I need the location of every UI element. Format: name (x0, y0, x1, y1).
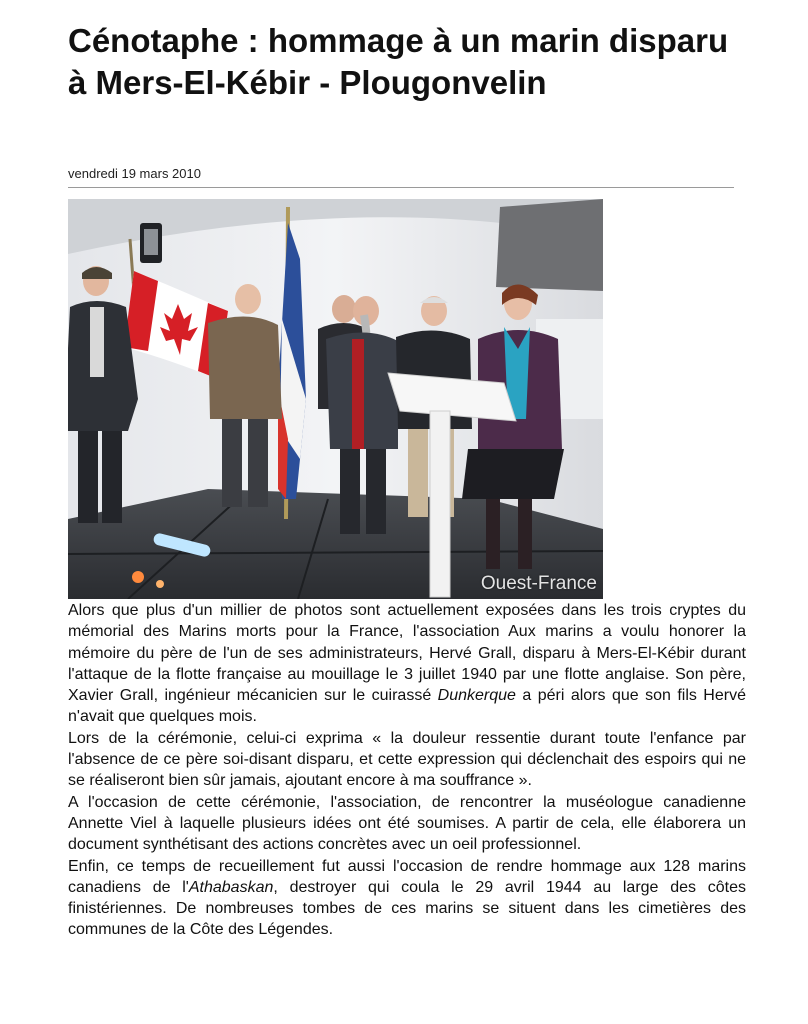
paragraph-text: Enfin, ce temps de recueillement fut aussi l'occasion de rendre hommage aux 128 marins canadiens de l' (68, 857, 746, 896)
ceremony-photo-illustration (68, 199, 603, 599)
paragraph-text: Alors que plus d'un millier de photos sont actuellement exposées dans les trois cryptes du mémorial des Marins morts pour la France, l'association Aux marins a voulu honorer la mémoire du père de l'un de ses administrateurs, Hervé Grall, disparu à Mers-El-Kébir durant l'attaque de la flotte française au mouillage le 3 juillet 1940 par une flotte anglaise. Son père, Xavier Grall, ingénieur mécanicien sur le cuirassé (68, 602, 746, 705)
article-body (68, 600, 746, 941)
ship-name: Athabaskan (188, 878, 274, 896)
title-divider (68, 187, 734, 188)
article-paragraph: A l'occasion de cette cérémonie, l'association, de rencontrer la muséologue canadienne Annette Viel à laquelle plusieurs idées ont été soumises. A partir de cela, elle élaborera un document synthétisant des actions concrètes avec un oeil professionnel. (68, 793, 746, 854)
article-title: Cénotaphe : hommage à un marin disparu à Mers-El-Kébir - Plougonvelin (68, 22, 729, 101)
article-paragraph (68, 856, 746, 941)
ceremony-photo (68, 199, 603, 599)
article-paragraph (68, 600, 746, 728)
ship-name: Dunkerque (437, 687, 516, 705)
photo-credit: Ouest-France (480, 573, 597, 594)
article-paragraph: Lors de la cérémonie, celui-ci exprima « la douleur ressentie durant toute l'enfance par l'absence de ce père soi-disant disparu, et cette expression qui déclenchait des espoirs qui ne se réaliseront bien sûr jamais, ajoutant encore à ma souffrance ». (68, 729, 746, 790)
paragraph-text: , destroyer qui coula le 29 avril 1944 au large des côtes finistériennes. De nombreuses tombes de ces marins se situent dans les cimetières des communes de la Côte des Légendes. (68, 878, 746, 939)
article-date: vendredi 19 mars 2010 (68, 166, 201, 181)
paragraph-text: a péri alors que son fils Hervé n'avait que quelques mois. (68, 687, 746, 726)
